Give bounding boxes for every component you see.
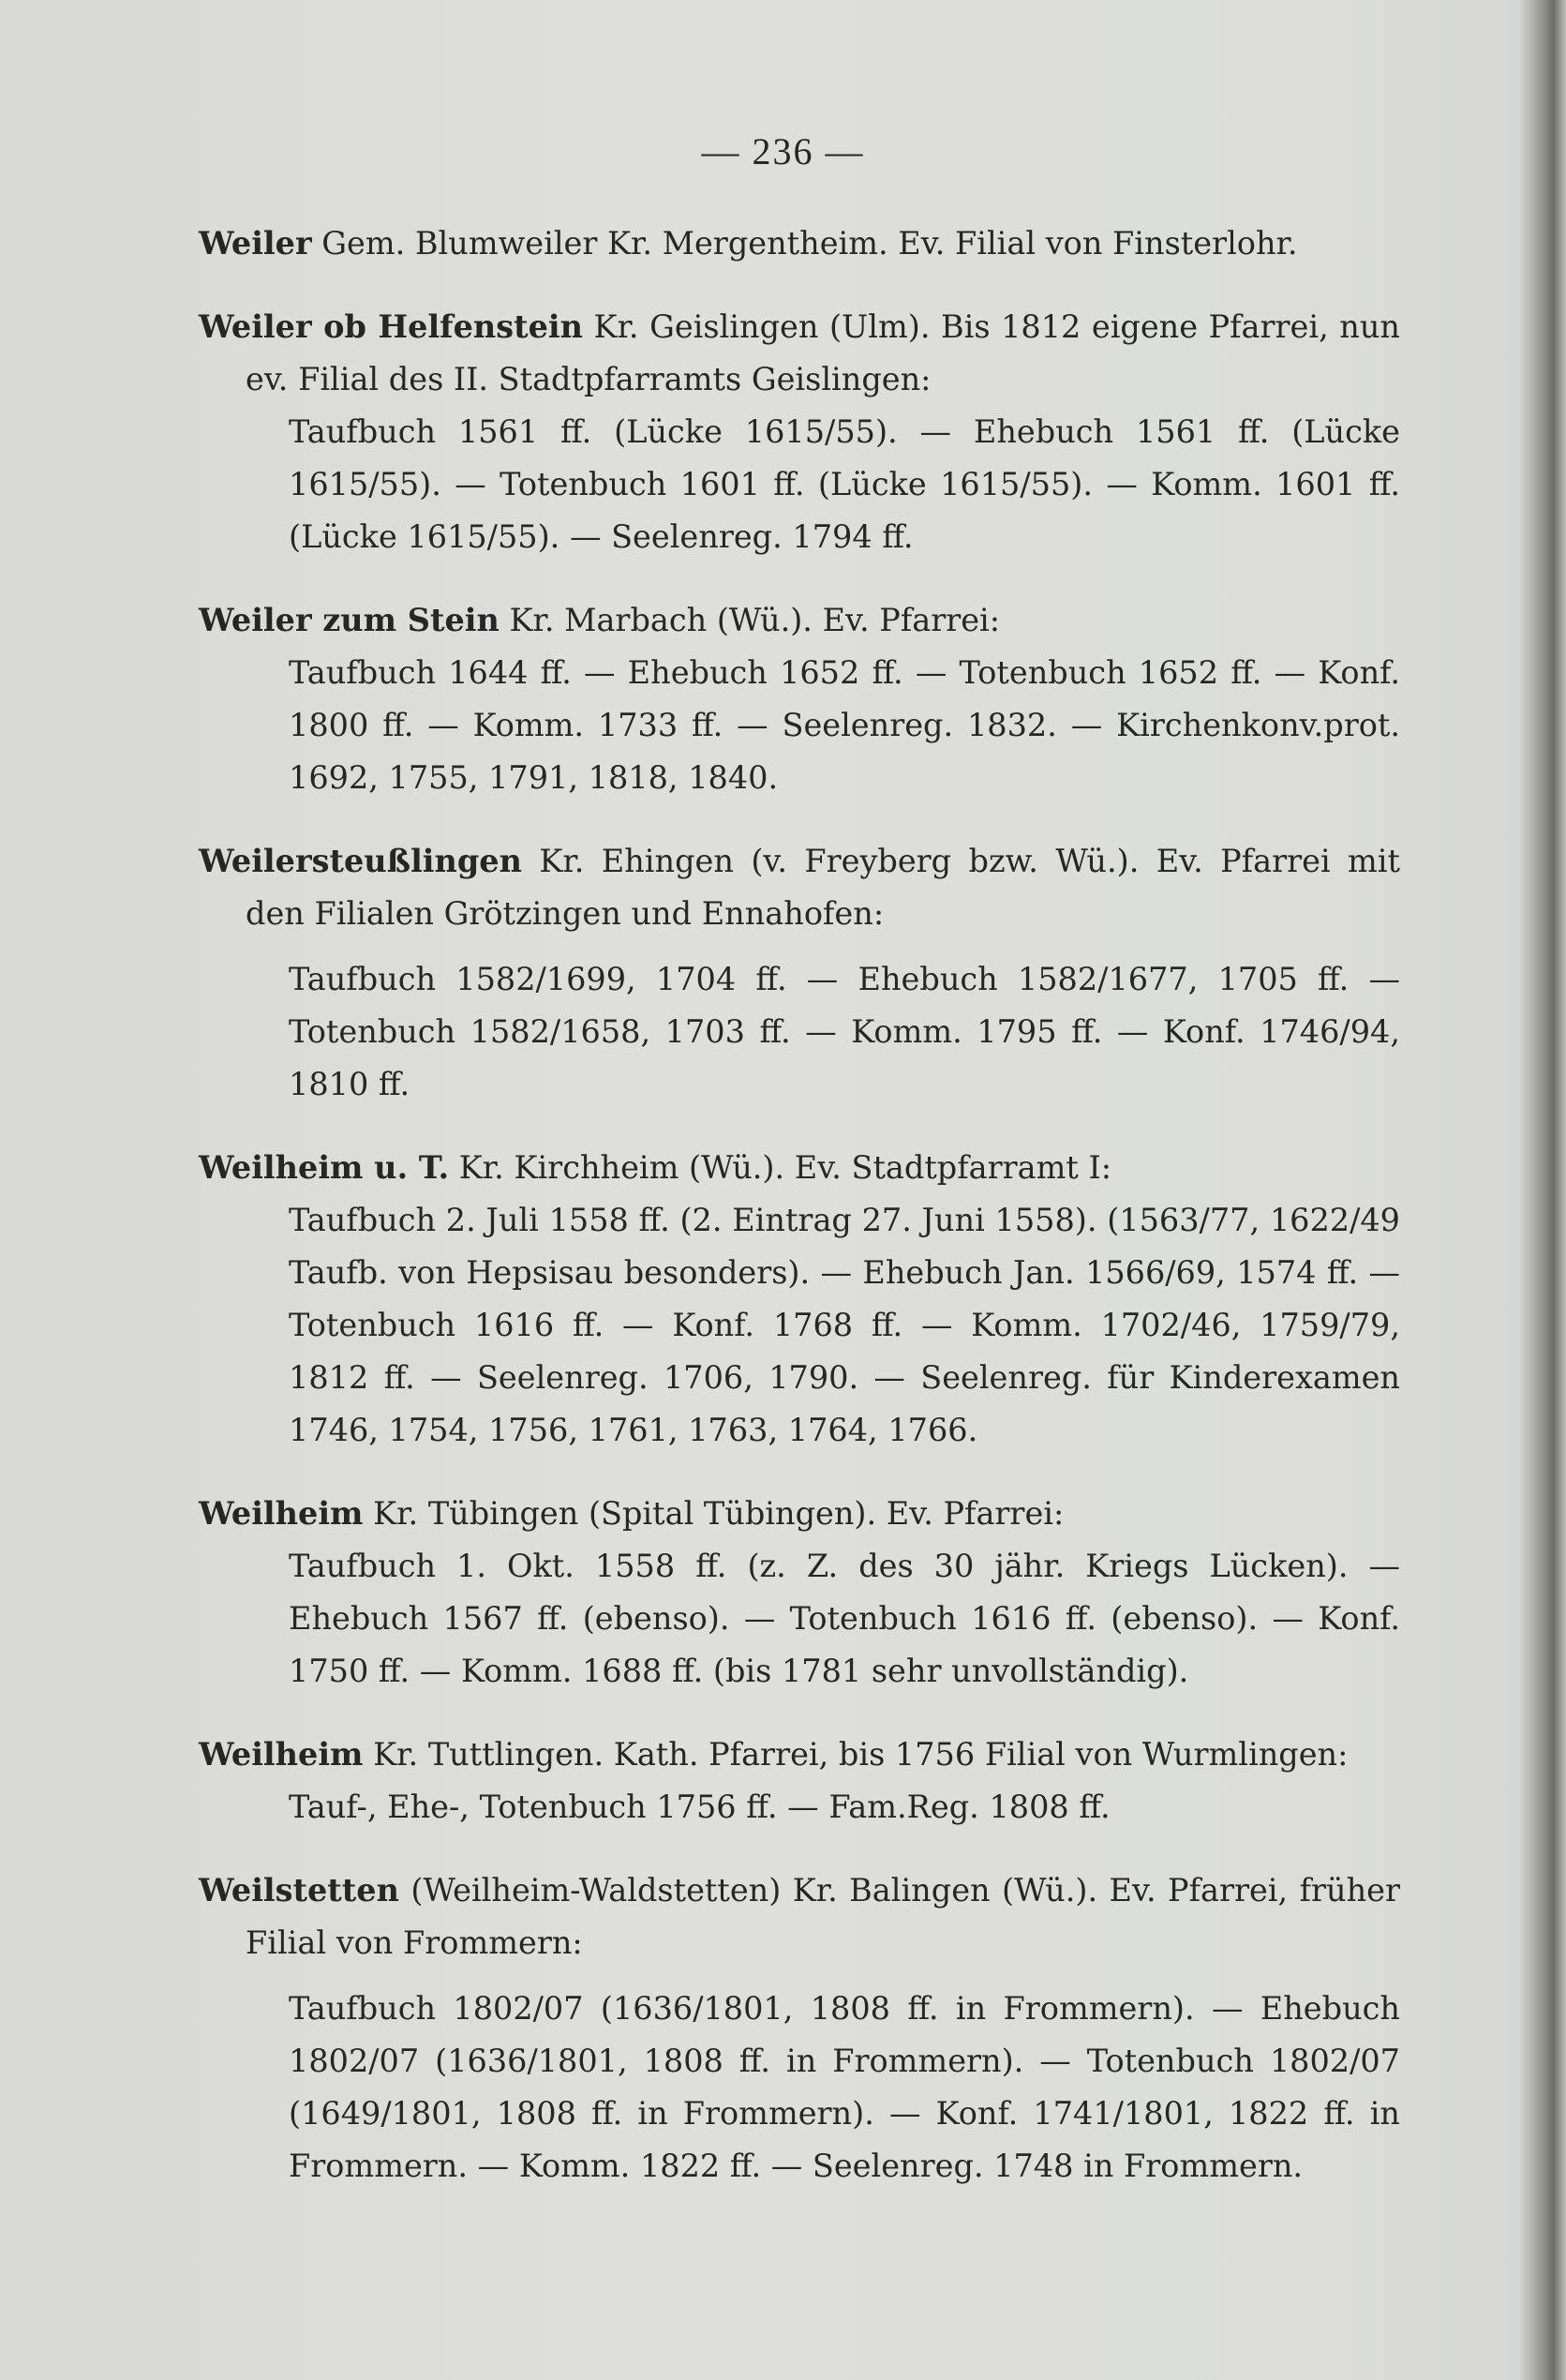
headword: Weilheim — [199, 1495, 364, 1532]
entry-heading-line — [199, 1729, 1400, 1781]
entry-heading-line — [199, 835, 1400, 940]
entry-weilstetten — [199, 1864, 1400, 2193]
entry-heading-line — [199, 1142, 1400, 1194]
entry-weilheim-tuebingen — [199, 1488, 1400, 1698]
entry-registers: Taufbuch 2. Juli 1558 ff. (2. Eintrag 27. Juni 1558). (1563/77, 1622/49 Taufb. von Hepsisau besonders). — Ehebuch Jan. 1566/69, 1574 ff. — Totenbuch 1616 ff. — Konf. 1768 ff. — Komm. 1702/46, 1759/79, 1812 ff. — Seelenreg. 1706, 1790. — Seelenreg. für Kinderexamen 1746, 1754, 1756, 1761, 1763, 1764, 1766. — [289, 1202, 1400, 1448]
entry-description: Gem. Blumweiler Kr. Mergentheim. Ev. Filial von Finsterlohr. — [321, 225, 1298, 262]
entry-weiler-zum-stein — [199, 594, 1400, 804]
entry-description: Kr. Geislingen (Ulm). Bis 1812 eigene Pfarrei, nun ev. Filial des II. Stadtpfarramts Geislingen: — [246, 308, 1401, 397]
entry-weilersteusslingen — [199, 835, 1400, 1111]
headword: Weiler — [199, 225, 312, 262]
headword: Weiler ob Helfenstein — [199, 308, 583, 345]
entry-heading-line — [199, 217, 1400, 270]
entry-registers: Taufbuch 1. Okt. 1558 ff. (z. Z. des 30 jähr. Kriegs Lücken). — Ehebuch 1567 ff. (ebenso). — Totenbuch 1616 ff. (ebenso). — Konf. 1750 ff. — Komm. 1688 ff. (bis 1781 sehr unvollständig). — [289, 1548, 1400, 1689]
entry-registers: Taufbuch 1561 ff. (Lücke 1615/55). — Ehebuch 1561 ff. (Lücke 1615/55). — Totenbuch 1601 ff. (Lücke 1615/55). — Komm. 1601 ff. (Lücke 1615/55). — Seelenreg. 1794 ff. — [289, 413, 1400, 555]
entry-description: Kr. Tuttlingen. Kath. Pfarrei, bis 1756 Filial von Wurmlingen: — [373, 1736, 1349, 1773]
entry-registers: Tauf-, Ehe-, Totenbuch 1756 ff. — Fam.Reg. 1808 ff. — [289, 1789, 1111, 1825]
headword: Weiler zum Stein — [199, 602, 500, 638]
entry-weilheim-teck — [199, 1142, 1400, 1457]
entry-weilheim-tuttlingen — [199, 1729, 1400, 1834]
entry-description: Kr. Kirchheim (Wü.). Ev. Stadtpfarramt I: — [458, 1149, 1112, 1186]
entry-weiler-ob-helfenstein — [199, 301, 1400, 563]
entry-heading-line — [199, 1864, 1400, 1969]
headword: Weilheim u. T. — [199, 1149, 450, 1186]
entry-registers: Taufbuch 1582/1699, 1704 ff. — Ehebuch 1582/1677, 1705 ff. — Totenbuch 1582/1658, 1703 ff. — Komm. 1795 ff. — Konf. 1746/94, 1810 ff. — [289, 961, 1400, 1102]
entry-heading-line — [199, 1488, 1400, 1540]
headword: Weilersteußlingen — [199, 843, 522, 879]
entry-description: Kr. Marbach (Wü.). Ev. Pfarrei: — [509, 602, 1001, 638]
entry-description: (Weilheim-Waldstetten) Kr. Balingen (Wü.). Ev. Pfarrei, früher Filial von Frommern: — [246, 1872, 1400, 1961]
entry-registers: Taufbuch 1802/07 (1636/1801, 1808 ff. in Frommern). — Ehebuch 1802/07 (1636/1801, 1808 ff. in Frommern). — Totenbuch 1802/07 (1649/1801, 1808 ff. in Frommern). — Konf. 1741/1801, 1822 ff. in Frommern. — Komm. 1822 ff. — Seelenreg. 1748 in Frommern. — [289, 1990, 1400, 2184]
entry-heading-line — [199, 594, 1400, 647]
entry-weiler-blumweiler — [199, 217, 1400, 270]
gazetteer-entries — [199, 217, 1400, 2223]
headword: Weilstetten — [199, 1872, 399, 1908]
entry-heading-line — [199, 301, 1400, 406]
entry-description: Kr. Tübingen (Spital Tübingen). Ev. Pfarrei: — [373, 1495, 1065, 1532]
entry-description: Kr. Ehingen (v. Freyberg bzw. Wü.). Ev. Pfarrei mit den Filialen Grötzingen und Ennahofen: — [246, 843, 1400, 932]
entry-registers: Taufbuch 1644 ff. — Ehebuch 1652 ff. — Totenbuch 1652 ff. — Konf. 1800 ff. — Komm. 1733 ff. — Seelenreg. 1832. — Kirchenkonv.prot. 1692, 1755, 1791, 1818, 1840. — [289, 654, 1400, 796]
headword: Weilheim — [199, 1736, 364, 1773]
page-number: — 236 — — [701, 130, 865, 172]
